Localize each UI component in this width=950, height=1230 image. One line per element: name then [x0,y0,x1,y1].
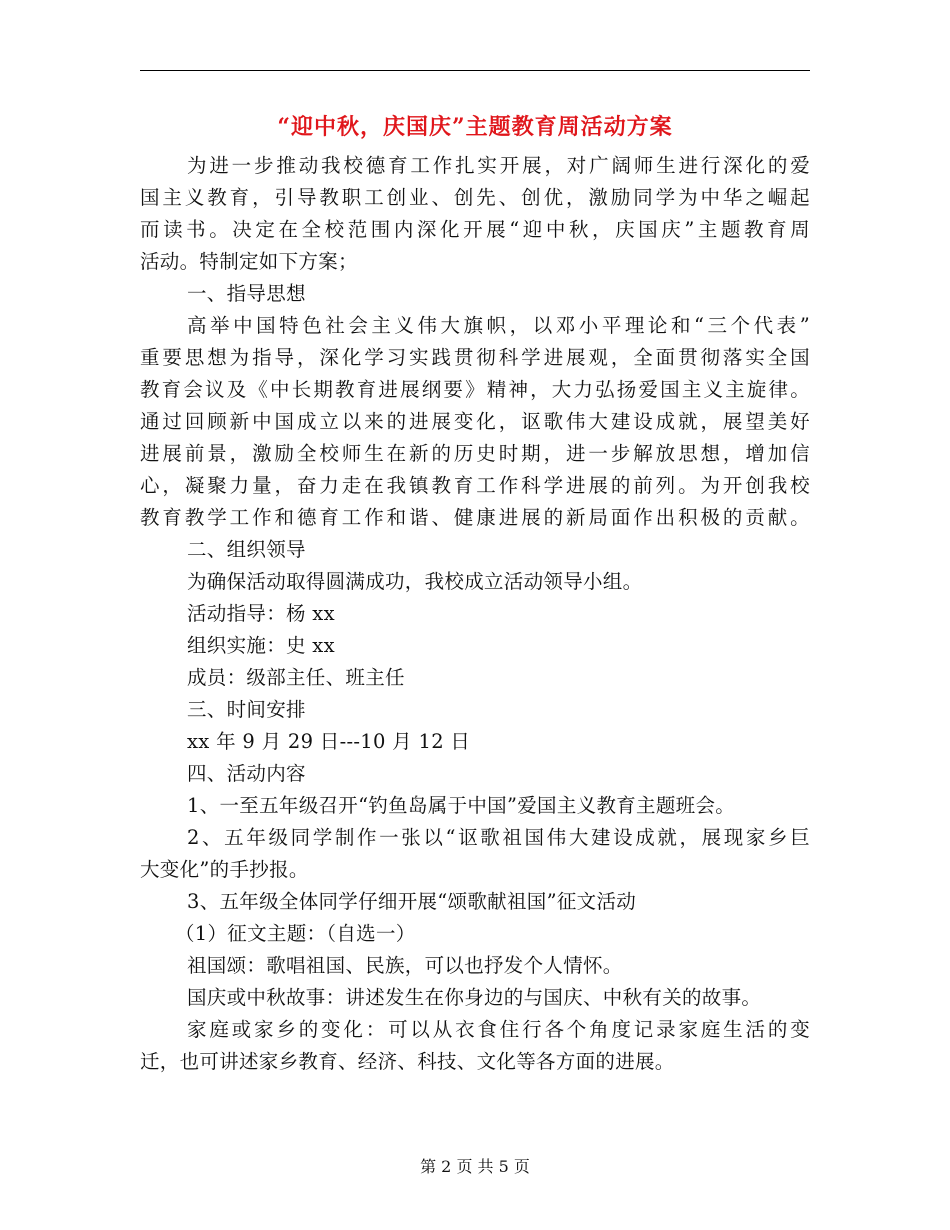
paragraph-guiding-ideology [140,310,810,534]
text-line: 成员：级部主任、班主任 [187,666,405,689]
text-line: 1、一至五年级召开“钓鱼岛属于中国”爱国主义教育主题班会。 [187,794,736,817]
text-line: 活动。特制定如下方案； [140,250,358,273]
paragraph-theme-motherland [140,950,810,982]
text-line: 3、五年级全体同学仔细开展“颂歌献祖国”征文活动 [187,890,637,913]
section-heading-schedule [140,694,810,726]
text-line: （1）征文主题：（自选一） [175,922,416,945]
section-heading-organization [140,534,810,566]
section-heading-guiding-ideology [140,278,810,310]
text-line: 组织实施：史 xx [187,634,335,657]
paragraph-theme-stories [140,982,810,1014]
paragraph-activity-3 [140,886,810,918]
text-line: 迁，也可讲述家乡教育、经济、科技、文化等各方面的进展。 [140,1050,675,1073]
text-line: 祖国颂：歌唱祖国、民族，可以也抒发个人情怀。 [187,954,623,977]
text-line: 国庆或中秋故事：讲述发生在你身边的与国庆、中秋有关的故事。 [187,986,762,1009]
paragraph-organization [140,566,810,598]
text-line: 教育教学工作和德育工作和谐、健康进展的新局面作出积极的贡献。 [140,506,810,529]
text-line: 二、组织领导 [187,538,306,561]
text-line: 心，凝聚力量，奋力走在我镇教育工作科学进展的前列。为开创我校 [140,474,810,497]
text-line: 四、活动内容 [187,762,306,785]
text-line: 三、时间安排 [187,698,306,721]
text-line: 通过回顾新中国成立以来的进展变化，讴歌伟大建设成就，展望美好 [140,410,810,433]
document-body [140,150,810,1078]
text-line: 家庭或家乡的变化：可以从衣食住行各个角度记录家庭生活的变 [187,1018,810,1041]
text-line: 重要思想为指导，深化学习实践贯彻科学进展观，全面贯彻落实全国 [140,346,810,369]
text-line: 一、指导思想 [187,282,306,305]
text-line: 高举中国特色社会主义伟大旗帜，以邓小平理论和“三个代表” [187,314,810,337]
paragraph-activity-1 [140,790,810,822]
text-line: 2、五年级同学制作一张以“讴歌祖国伟大建设成就，展现家乡巨 [187,826,810,849]
section-heading-activities [140,758,810,790]
paragraph-essay-theme [140,918,810,950]
paragraph-theme-hometown [140,1014,810,1078]
text-line: 为确保活动取得圆满成功，我校成立活动领导小组。 [187,570,643,593]
text-line: 进展前景，激励全校师生在新的历史时期，进一步解放思想，增加信 [140,442,810,465]
paragraph-members [140,662,810,694]
document-title: “迎中秋，庆国庆”主题教育周活动方案 [277,114,673,140]
text-line: 教育会议及《中长期教育进展纲要》精神，大力弘扬爱国主义主旋律。 [140,378,810,401]
text-line: 大变化”的手抄报。 [140,858,309,881]
text-line: 而读书。决定在全校范围内深化开展“迎中秋，庆国庆”主题教育周 [140,218,810,241]
text-line: 为进一步推动我校德育工作扎实开展，对广阔师生进行深化的爱 [187,154,810,177]
paragraph-schedule-dates [140,726,810,758]
header-rule [140,70,810,71]
paragraph-implementer [140,630,810,662]
paragraph-activity-2 [140,822,810,886]
paragraph-intro [140,150,810,278]
text-line: 活动指导：杨 xx [187,602,335,625]
page-number: 第 2 页 共 5 页 [420,1157,530,1176]
paragraph-activity-director [140,598,810,630]
text-line: xx 年 9 月 29 日---10 月 12 日 [187,730,471,753]
text-line: 国主义教育，引导教职工创业、创先、创优，激励同学为中华之崛起 [140,186,810,209]
